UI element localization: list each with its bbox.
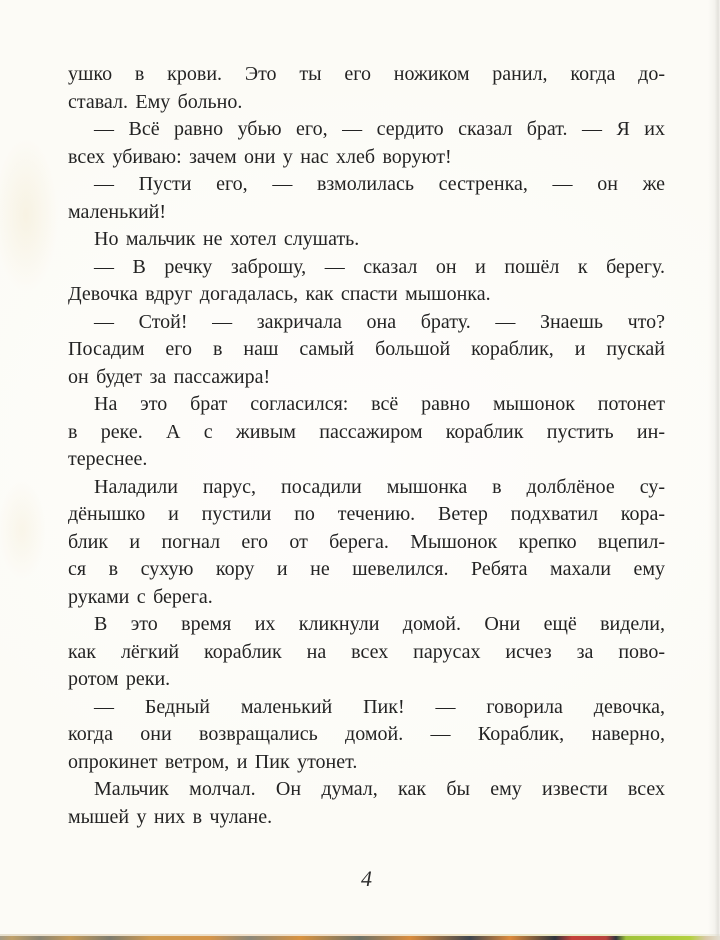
text-line: всех убиваю: зачем они у нас хлеб воруют!: [68, 145, 452, 168]
text-line: руками с берега.: [68, 585, 213, 608]
text-line: Девочка вдруг догадалась, как спасти мышонка.: [68, 283, 491, 305]
book-edge-strip: [0, 936, 720, 940]
text-line: В это время их кликнули домой. Они ещё видели,: [94, 613, 665, 635]
text-line: в реке. А с живым пассажиром кораблик пустить ин-: [68, 420, 665, 443]
text-line: мышей у них в чулане.: [68, 805, 273, 828]
text-line: — Пусти его, — взмолилась сестренка, — он же: [94, 173, 665, 195]
page-number: 4: [361, 866, 372, 891]
text-line: тереснее.: [68, 448, 148, 470]
text-line: когда они возвращались домой. — Кораблик, наверно,: [68, 723, 665, 745]
scan-right-edge-shadow: [708, 0, 720, 940]
page-text: [68, 61, 665, 831]
text-line: ставал. Ему больно.: [68, 90, 243, 113]
text-line: опрокинет ветром, и Пик утонет.: [68, 750, 358, 773]
text-line: Мальчик молчал. Он думал, как бы ему извести всех: [94, 778, 665, 800]
text-line: Но мальчик не хотел слушать.: [94, 228, 360, 250]
text-line: ротом реки.: [68, 668, 171, 690]
text-line: — В речку заброшу, — сказал он и пошёл к берегу.: [94, 255, 665, 278]
text-line: дёнышко и пустили по течению. Ветер подхватил кора-: [68, 503, 665, 525]
text-line: ушко в крови. Это ты его ножиком ранил, когда до-: [68, 63, 665, 85]
text-line: Наладили парус, посадили мышонка в долблёное су-: [94, 475, 665, 498]
text-line: маленький!: [68, 200, 167, 223]
text-line: Посадим его в наш самый большой кораблик, и пускай: [68, 338, 665, 360]
text-line: он будет за пассажира!: [68, 365, 271, 388]
text-line: — Стой! — закричала она брату. — Знаешь что?: [94, 310, 665, 333]
text-line: — Бедный маленький Пик! — говорила девочка,: [94, 695, 665, 718]
text-line: На это брат согласился: всё равно мышонок потонет: [94, 393, 665, 415]
text-line: — Всё равно убью его, — сердито сказал брат. — Я их: [94, 118, 665, 140]
text-line: блик и погнал его от берега. Мышонок крепко вцепил-: [68, 530, 665, 553]
text-line: ся в сухую кору и не шевелился. Ребята махали ему: [68, 558, 665, 580]
text-line: как лёгкий кораблик на всех парусах исчез за пово-: [68, 640, 665, 663]
